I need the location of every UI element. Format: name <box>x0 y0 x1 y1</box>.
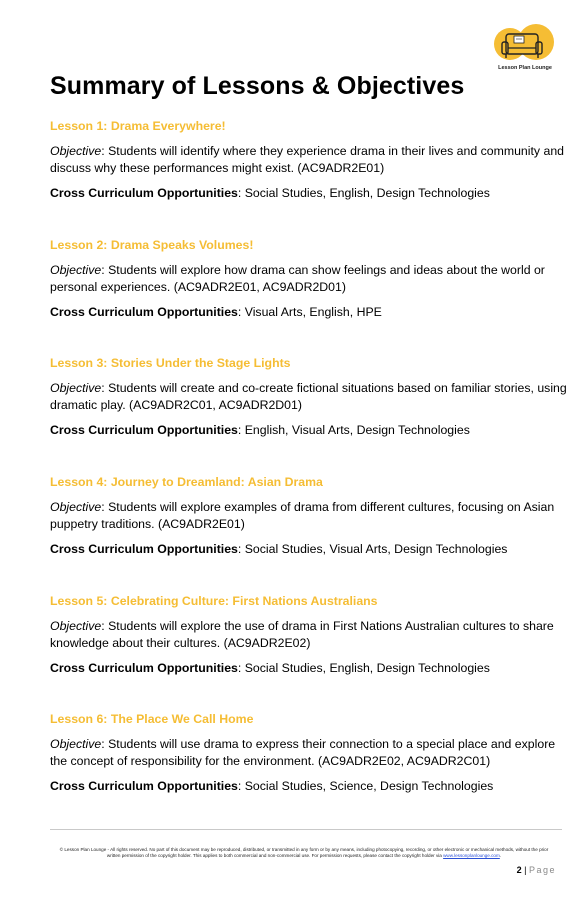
lesson-title: Lesson 1: Drama Everywhere! <box>50 119 226 133</box>
cross-label: Cross Curriculum Opportunities <box>50 661 238 675</box>
objective-text: : Students will use drama to express their connection to a special place and explore the concept of responsibility for the environment. (AC9ADR2E02, AC9ADR2C01) <box>50 737 556 768</box>
cross-label: Cross Curriculum Opportunities <box>50 779 238 793</box>
lesson-3 <box>50 356 570 438</box>
lesson-cross-curriculum <box>50 660 570 676</box>
objective-label: Objective <box>50 500 102 514</box>
link-suffix: . <box>499 853 502 859</box>
lesson-4 <box>50 475 570 557</box>
copyright-text: © Lesson Plan Lounge - All rights reserved. No part of this document may be reproduced, distributed, or transmitted in any form or by any means, including photocopying, recording, or other electronic or mechanical methods, without the prior written permission of the copyright holder. This applies to both commercial and non-commercial use. For permission requests, please contact the copyright holder via <box>59 847 549 859</box>
lesson-objective <box>50 499 570 532</box>
objective-text: : Students will create and co-create fictional situations based on familiar stories, using dramatic play. (AC9ADR2C01, AC9ADR2D01) <box>50 381 567 412</box>
objective-label: Objective <box>50 619 102 633</box>
objective-text: : Students will explore how drama can show feelings and ideas about the world or personal experiences. (AC9ADR2E01, AC9ADR2D01) <box>50 263 545 294</box>
lesson-objective <box>50 618 570 651</box>
lesson-cross-curriculum <box>50 304 570 320</box>
page-word: Page <box>528 865 556 875</box>
lesson-5 <box>50 594 570 676</box>
cross-text: : English, Visual Arts, Design Technologies <box>237 423 470 437</box>
lesson-6 <box>50 712 570 794</box>
website-link[interactable]: www.lessonplanlounge.com <box>443 853 500 859</box>
page-title: Summary of Lessons & Objectives <box>50 72 465 100</box>
lesson-1 <box>50 119 570 201</box>
lesson-title: Lesson 6: The Place We Call Home <box>50 712 254 726</box>
objective-label: Objective <box>50 144 102 158</box>
cross-text: : Social Studies, Science, Design Technologies <box>237 779 494 793</box>
lesson-objective <box>50 736 570 769</box>
cross-text: : Social Studies, English, Design Technologies <box>237 186 490 200</box>
objective-label: Objective <box>50 381 102 395</box>
page-number <box>517 865 556 875</box>
page-separator: | <box>521 865 529 875</box>
footer-copyright <box>54 847 554 859</box>
lesson-title: Lesson 4: Journey to Dreamland: Asian Drama <box>50 475 323 489</box>
lesson-objective <box>50 380 570 413</box>
lesson-cross-curriculum <box>50 541 570 557</box>
cross-label: Cross Curriculum Opportunities <box>50 305 238 319</box>
footer-divider <box>50 829 562 830</box>
page-number-value: 2 <box>516 865 522 875</box>
cross-label: Cross Curriculum Opportunities <box>50 542 238 556</box>
objective-text: : Students will identify where they experience drama in their lives and community and discuss why these performances might exist. (AC9ADR2E01) <box>50 144 564 175</box>
lesson-title: Lesson 5: Celebrating Culture: First Nations Australians <box>50 594 378 608</box>
lesson-cross-curriculum <box>50 778 570 794</box>
logo-text: Lesson Plan Lounge <box>498 65 552 71</box>
lesson-title: Lesson 2: Drama Speaks Volumes! <box>50 238 254 252</box>
lesson-2 <box>50 238 570 320</box>
cross-label: Cross Curriculum Opportunities <box>50 423 238 437</box>
lesson-cross-curriculum <box>50 185 570 201</box>
objective-text: : Students will explore examples of drama from different cultures, focusing on Asian puppetry traditions. (AC9ADR2E01) <box>50 500 555 531</box>
cross-text: : Visual Arts, English, HPE <box>237 305 382 319</box>
lesson-title: Lesson 3: Stories Under the Stage Lights <box>50 356 291 370</box>
lesson-objective <box>50 262 570 295</box>
lesson-objective <box>50 143 570 176</box>
cross-label: Cross Curriculum Opportunities <box>50 186 238 200</box>
objective-label: Objective <box>50 263 102 277</box>
lesson-cross-curriculum <box>50 422 570 438</box>
cross-text: : Social Studies, Visual Arts, Design Technologies <box>237 542 508 556</box>
objective-text: : Students will explore the use of drama in First Nations Australian cultures to share knowledge about their cultures. (AC9ADR2E02) <box>50 619 554 650</box>
cross-text: : Social Studies, English, Design Technologies <box>237 661 490 675</box>
objective-label: Objective <box>50 737 102 751</box>
